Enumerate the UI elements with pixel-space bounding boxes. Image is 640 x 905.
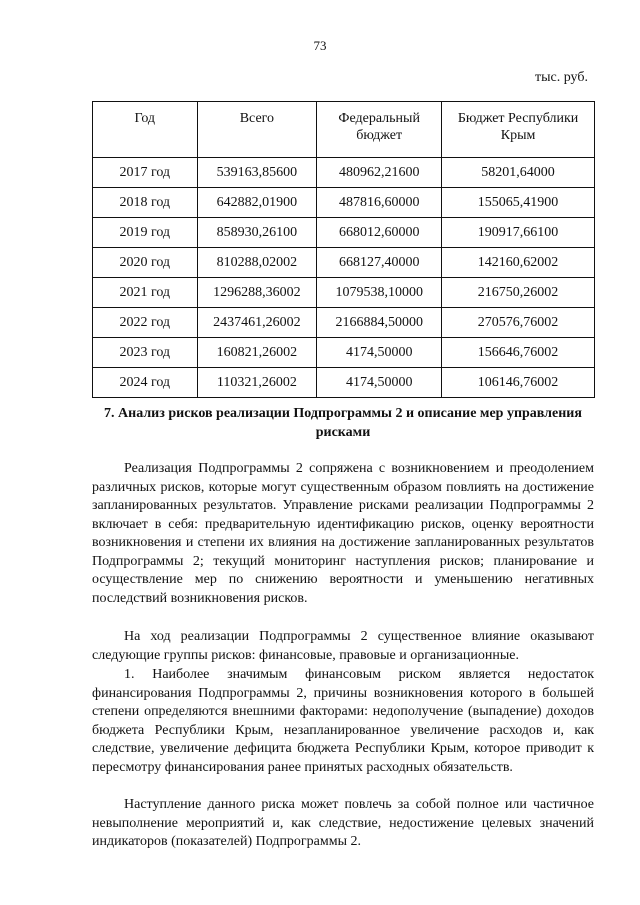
cell-federal: 487816,60000 xyxy=(317,188,442,218)
cell-total: 642882,01900 xyxy=(197,188,317,218)
units-label: тыс. руб. xyxy=(535,70,588,85)
cell-crimea: 190917,66100 xyxy=(442,218,595,248)
paragraph-financial-risk: 1. Наиболее значимым финансовым риском является недостаток финансирования Подпрограммы 2, причины возникновения которого в большей степени определяются внешними факторами: недополучение (выпадение) доходов бюджета Республики Крым, незапланированное увеличение расходов и, как следствие, увеличение дефицита бюджета Республики Крым, которое приводит к пересмотру финансирования ранее принятых расходных обязательств. xyxy=(92,667,594,775)
paragraph-risk-management: Реализация Подпрограммы 2 сопряжена с возникновением и преодолением различных рисков, которые могут существенным образом повлиять на достижение запланированных результатов. Управление рисками реализации Подпрограммы 2 включает в себя: предварительную идентификацию рисков, оценку вероятности возникновения и степени их влияния на достижение запланированных результатов Подпрограммы 2; текущий мониторинг наступления рисков; планирование и осуществление мер по снижению вероятности и уменьшению негативных последствий возникновения рисков. xyxy=(92,461,594,606)
header-federal xyxy=(317,102,442,158)
cell-federal: 4174,50000 xyxy=(317,338,442,368)
table-row xyxy=(93,188,595,218)
table-row xyxy=(93,278,595,308)
header-total: Всего xyxy=(197,102,317,158)
table-row xyxy=(93,218,595,248)
cell-federal: 4174,50000 xyxy=(317,368,442,398)
cell-federal: 668127,40000 xyxy=(317,248,442,278)
cell-total: 160821,26002 xyxy=(197,338,317,368)
section-heading: 7. Анализ рисков реализации Подпрограммы 2 и описание мер управления рисками xyxy=(104,406,582,440)
header-year: Год xyxy=(93,102,198,158)
cell-federal: 1079538,10000 xyxy=(317,278,442,308)
cell-year: 2020 год xyxy=(93,248,198,278)
cell-year: 2019 год xyxy=(93,218,198,248)
table-header-row xyxy=(93,102,595,158)
cell-crimea: 156646,76002 xyxy=(442,338,595,368)
paragraph-risk-groups: На ход реализации Подпрограммы 2 существенное влияние оказывают следующие группы рисков: финансовые, правовые и организационные. xyxy=(92,629,594,663)
paragraph-risk-consequences: Наступление данного риска может повлечь за собой полное или частичное невыполнение мероприятий и, как следствие, недостижение целевых значений индикаторов (показателей) Подпрограммы 2. xyxy=(92,797,594,849)
cell-total: 2437461,26002 xyxy=(197,308,317,338)
header-federal-text: Федеральный бюджет xyxy=(338,111,420,143)
table-row xyxy=(93,248,595,278)
cell-year: 2024 год xyxy=(93,368,198,398)
cell-crimea: 216750,26002 xyxy=(442,278,595,308)
cell-crimea: 270576,76002 xyxy=(442,308,595,338)
cell-total: 539163,85600 xyxy=(197,158,317,188)
table-row xyxy=(93,338,595,368)
cell-year: 2023 год xyxy=(93,338,198,368)
table-row xyxy=(93,368,595,398)
table-row xyxy=(93,158,595,188)
cell-federal: 480962,21600 xyxy=(317,158,442,188)
cell-crimea: 142160,62002 xyxy=(442,248,595,278)
cell-federal: 2166884,50000 xyxy=(317,308,442,338)
cell-year: 2018 год xyxy=(93,188,198,218)
header-crimea-text: Бюджет Республики Крым xyxy=(457,111,579,143)
cell-year: 2017 год xyxy=(93,158,198,188)
cell-total: 810288,02002 xyxy=(197,248,317,278)
cell-total: 858930,26100 xyxy=(197,218,317,248)
cell-year: 2021 год xyxy=(93,278,198,308)
cell-crimea: 58201,64000 xyxy=(442,158,595,188)
budget-table xyxy=(92,101,595,398)
page-number: 73 xyxy=(313,38,327,53)
cell-crimea: 106146,76002 xyxy=(442,368,595,398)
cell-year: 2022 год xyxy=(93,308,198,338)
cell-total: 110321,26002 xyxy=(197,368,317,398)
cell-crimea: 155065,41900 xyxy=(442,188,595,218)
header-crimea xyxy=(442,102,595,158)
cell-federal: 668012,60000 xyxy=(317,218,442,248)
cell-total: 1296288,36002 xyxy=(197,278,317,308)
table-row xyxy=(93,308,595,338)
